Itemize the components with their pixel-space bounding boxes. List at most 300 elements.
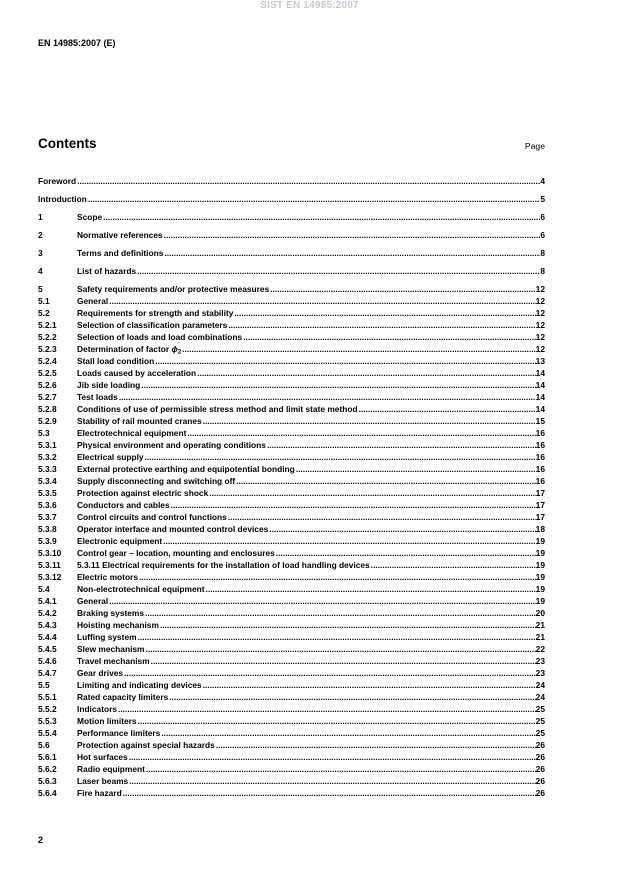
toc-entry[interactable] xyxy=(38,559,545,571)
toc-entry-page: 6 xyxy=(540,212,545,222)
toc-entry-page: 12 xyxy=(535,308,545,318)
toc-entry-number: 5.2.7 xyxy=(38,392,57,402)
dot-leader xyxy=(109,295,535,307)
toc-entry-number: 5.3.4 xyxy=(38,476,57,486)
toc-entry-page: 4 xyxy=(540,176,545,186)
dot-leader xyxy=(269,523,535,535)
toc-entry[interactable] xyxy=(38,631,545,643)
toc-entry-number: 5.5 xyxy=(38,680,50,690)
toc-entry-title-group xyxy=(77,595,108,607)
dot-leader xyxy=(164,247,540,259)
toc-entry[interactable] xyxy=(38,523,545,535)
toc-entry-title-group xyxy=(77,763,145,775)
toc-entry[interactable] xyxy=(38,691,545,703)
toc-entry-number: 2 xyxy=(38,230,43,240)
dot-leader xyxy=(141,379,535,391)
toc-entry[interactable] xyxy=(38,415,545,427)
toc-entry-title-group xyxy=(77,475,235,487)
dot-leader xyxy=(164,229,541,241)
toc-entry-title: Indicators xyxy=(77,704,118,714)
dot-leader xyxy=(138,715,536,727)
toc-entry-number: 5.3.10 xyxy=(38,548,62,558)
toc-entry[interactable] xyxy=(38,583,545,595)
toc-entry-page: 24 xyxy=(535,692,545,702)
toc-entry-title-group xyxy=(77,571,138,583)
toc-entry-title: Control circuits and control functions xyxy=(77,512,227,522)
toc-entry-title: Test loads xyxy=(77,392,118,402)
toc-entry[interactable] xyxy=(38,739,545,751)
toc-entry-page: 16 xyxy=(535,428,545,438)
dot-leader xyxy=(171,499,536,511)
toc-entry-title-group xyxy=(77,739,215,751)
toc-entry-page: 23 xyxy=(535,668,545,678)
toc-entry[interactable] xyxy=(38,331,545,343)
toc-entry-number: 5.5.2 xyxy=(38,704,57,714)
toc-entry-page: 19 xyxy=(535,560,545,570)
toc-entry-number: 5.4.7 xyxy=(38,668,57,678)
toc-entry[interactable] xyxy=(38,643,545,655)
dot-leader xyxy=(243,331,535,343)
toc-entry-number: 5.2.4 xyxy=(38,356,57,366)
dot-leader xyxy=(206,583,536,595)
toc-entry-number: 5.5.4 xyxy=(38,728,57,738)
toc-entry-number: 5.6.2 xyxy=(38,764,57,774)
toc-entry-title-group xyxy=(77,583,205,595)
toc-entry-title: Electronic equipment xyxy=(77,536,163,546)
toc-entry-title: Control gear – location, mounting and enclosures xyxy=(77,548,275,558)
dot-leader xyxy=(228,319,535,331)
toc-entry[interactable] xyxy=(38,619,545,631)
toc-entry-title-group xyxy=(77,511,227,523)
toc-entry-number: 5.5.1 xyxy=(38,692,57,702)
dot-leader xyxy=(163,535,536,547)
toc-entry-page: 25 xyxy=(535,704,545,714)
toc-entry-title: Safety requirements and/or protective measures xyxy=(77,284,270,294)
toc-entry[interactable] xyxy=(38,265,545,277)
toc-entry[interactable] xyxy=(38,655,545,667)
table-of-contents xyxy=(38,175,545,799)
toc-entry-title: 5.3.11 Electrical requirements for the installation of load handling devices xyxy=(77,560,370,570)
toc-entry[interactable] xyxy=(38,667,545,679)
toc-entry[interactable] xyxy=(38,403,545,415)
dot-leader xyxy=(145,451,536,463)
toc-entry-page: 14 xyxy=(535,368,545,378)
toc-entry-page: 19 xyxy=(535,584,545,594)
toc-entry-number: 5.3.5 xyxy=(38,488,57,498)
toc-entry-number: 5.2.9 xyxy=(38,416,57,426)
toc-entry[interactable] xyxy=(38,343,545,355)
dot-leader xyxy=(203,679,536,691)
dot-leader xyxy=(129,775,535,787)
toc-entry-number: 1 xyxy=(38,212,43,222)
toc-entry[interactable] xyxy=(38,283,545,295)
dot-leader xyxy=(145,607,536,619)
toc-entry-number: 5.4.4 xyxy=(38,632,57,642)
toc-entry-page: 21 xyxy=(535,620,545,630)
toc-entry-title: Limiting and indicating devices xyxy=(77,680,202,690)
toc-entry-page: 12 xyxy=(535,332,545,342)
toc-entry-page: 26 xyxy=(535,776,545,786)
toc-entry-title-group xyxy=(77,619,159,631)
document-identifier: EN 14985:2007 (E) xyxy=(38,38,116,48)
toc-entry-title-group xyxy=(77,499,170,511)
toc-entry-subscript: 2 xyxy=(177,349,182,356)
toc-entry-title-group xyxy=(77,343,181,355)
toc-entry-title-group xyxy=(77,319,227,331)
toc-entry-title: Electric motors xyxy=(77,572,138,582)
toc-entry-title-group xyxy=(77,355,154,367)
toc-entry-title: Travel mechanism xyxy=(77,656,150,666)
dot-leader xyxy=(371,559,536,571)
toc-entry-title: Motion limiters xyxy=(77,716,137,726)
toc-entry[interactable] xyxy=(38,379,545,391)
toc-entry[interactable] xyxy=(38,511,545,523)
toc-entry-title-group xyxy=(77,379,140,391)
toc-entry-page: 8 xyxy=(540,266,545,276)
dot-leader xyxy=(187,427,535,439)
toc-entry[interactable] xyxy=(38,571,545,583)
toc-entry-title-group xyxy=(77,463,295,475)
toc-entry-title-group xyxy=(77,787,122,799)
dot-leader xyxy=(234,307,535,319)
dot-leader xyxy=(124,667,536,679)
toc-entry-title: List of hazards xyxy=(77,266,137,276)
toc-entry-title-group xyxy=(77,631,137,643)
toc-entry-page: 17 xyxy=(535,512,545,522)
toc-entry-number: 5.3.1 xyxy=(38,440,57,450)
toc-entry-page: 16 xyxy=(535,440,545,450)
watermark: SIST EN 14985:2007 xyxy=(260,0,359,11)
toc-entry-number: 5.6.4 xyxy=(38,788,57,798)
toc-entry-title-group xyxy=(38,193,87,205)
toc-entry-page: 19 xyxy=(535,572,545,582)
toc-entry-title-group xyxy=(77,415,202,427)
toc-entry-number: 5.3.6 xyxy=(38,500,57,510)
toc-entry-title: Normative references xyxy=(77,230,163,240)
toc-entry-number: 5.4.3 xyxy=(38,620,57,630)
toc-entry-title-group xyxy=(77,523,268,535)
toc-entry-title-group xyxy=(77,715,137,727)
toc-entry-title-group xyxy=(77,775,128,787)
toc-entry-title: Selection of loads and load combinations xyxy=(77,332,243,342)
toc-entry-page: 19 xyxy=(535,536,545,546)
toc-entry-title: Physical environment and operating conditions xyxy=(77,440,266,450)
toc-entry-page: 19 xyxy=(535,548,545,558)
toc-entry-title-group xyxy=(77,283,269,295)
toc-entry[interactable] xyxy=(38,367,545,379)
toc-entry[interactable] xyxy=(38,607,545,619)
toc-entry-title: Performance limiters xyxy=(77,728,161,738)
toc-entry-title: Non-electrotechnical equipment xyxy=(77,584,205,594)
toc-entry-title: Loads caused by acceleration xyxy=(77,368,197,378)
dot-leader xyxy=(203,415,536,427)
toc-entry-page: 19 xyxy=(535,596,545,606)
dot-leader xyxy=(182,343,536,355)
toc-entry-number: 5.2.6 xyxy=(38,380,57,390)
toc-entry[interactable] xyxy=(38,775,545,787)
toc-entry-page: 21 xyxy=(535,632,545,642)
toc-entry-page: 26 xyxy=(535,752,545,762)
dot-leader xyxy=(276,547,536,559)
toc-entry-page: 24 xyxy=(535,680,545,690)
toc-entry-title-group xyxy=(77,265,136,277)
contents-heading: Contents xyxy=(38,136,97,151)
toc-entry[interactable] xyxy=(38,703,545,715)
dot-leader xyxy=(267,439,536,451)
toc-entry[interactable] xyxy=(38,175,545,187)
toc-entry-title-group xyxy=(77,427,186,439)
dot-leader xyxy=(139,571,536,583)
toc-entry[interactable] xyxy=(38,535,545,547)
toc-entry[interactable] xyxy=(38,211,545,223)
dot-leader xyxy=(137,265,540,277)
toc-entry-title-group xyxy=(77,487,208,499)
toc-entry-title: Introduction xyxy=(38,194,87,204)
toc-entry-title: Gear drives xyxy=(77,668,124,678)
dot-leader xyxy=(216,739,536,751)
toc-entry-page: 12 xyxy=(535,320,545,330)
toc-entry-page: 13 xyxy=(535,356,545,366)
toc-entry-title: General xyxy=(77,596,109,606)
toc-entry[interactable] xyxy=(38,427,545,439)
dot-leader xyxy=(155,355,535,367)
toc-entry-number: 5.1 xyxy=(38,296,50,306)
toc-entry-number: 5.3.9 xyxy=(38,536,57,546)
toc-entry-number: 5.2.8 xyxy=(38,404,57,414)
toc-entry-page: 16 xyxy=(535,452,545,462)
page-column-label: Page xyxy=(524,141,545,151)
toc-entry-number: 5 xyxy=(38,284,43,294)
toc-entry-title: Luffing system xyxy=(77,632,137,642)
toc-entry-number: 5.4 xyxy=(38,584,50,594)
toc-entry-page: 18 xyxy=(535,524,545,534)
toc-entry-number: 5.3 xyxy=(38,428,50,438)
toc-entry-title: External protective earthing and equipotential bonding xyxy=(77,464,295,474)
toc-entry-page: 14 xyxy=(535,380,545,390)
toc-entry[interactable] xyxy=(38,547,545,559)
toc-entry-title: General xyxy=(77,296,109,306)
toc-entry[interactable] xyxy=(38,787,545,799)
toc-entry-title: Electrotechnical equipment xyxy=(77,428,187,438)
toc-entry-number: 5.3.7 xyxy=(38,512,57,522)
toc-entry[interactable] xyxy=(38,319,545,331)
toc-entry-title-group xyxy=(38,175,76,187)
toc-entry-title: Rated capacity limiters xyxy=(77,692,169,702)
toc-entry-title: Determination of factor xyxy=(77,344,170,354)
toc-entry-title-group xyxy=(77,391,118,403)
toc-entry[interactable] xyxy=(38,751,545,763)
toc-entry-page: 8 xyxy=(540,248,545,258)
toc-entry-title-group xyxy=(77,229,163,241)
toc-entry[interactable] xyxy=(38,229,545,241)
toc-entry-title-group xyxy=(77,679,202,691)
toc-entry-title-group xyxy=(77,331,242,343)
toc-entry-title-group xyxy=(77,535,162,547)
toc-entry[interactable] xyxy=(38,763,545,775)
toc-entry-number: 5.2.1 xyxy=(38,320,57,330)
toc-entry-title-group xyxy=(77,307,233,319)
dot-leader xyxy=(270,283,535,295)
dot-leader xyxy=(296,463,536,475)
toc-entry-title-group xyxy=(77,559,370,571)
toc-entry-title: Braking systems xyxy=(77,608,145,618)
toc-entry-number: 5.4.6 xyxy=(38,656,57,666)
toc-entry-number: 5.3.11 xyxy=(38,560,61,570)
toc-entry-title: Operator interface and mounted control devices xyxy=(77,524,269,534)
toc-entry-title-group xyxy=(77,295,108,307)
dot-leader xyxy=(77,175,540,187)
toc-entry[interactable] xyxy=(38,295,545,307)
toc-entry-page: 15 xyxy=(535,416,545,426)
toc-entry-title-group xyxy=(77,691,168,703)
dot-leader xyxy=(146,763,536,775)
footer-page-number: 2 xyxy=(38,835,44,845)
dot-leader xyxy=(138,631,536,643)
toc-entry-number: 5.4.5 xyxy=(38,644,57,654)
toc-entry-page: 12 xyxy=(535,284,545,294)
toc-entry-page: 6 xyxy=(540,230,545,240)
toc-entry[interactable] xyxy=(38,307,545,319)
toc-entry-title: Protection against special hazards xyxy=(77,740,215,750)
toc-entry-title-group xyxy=(77,547,275,559)
dot-leader xyxy=(118,703,536,715)
toc-entry-page: 5 xyxy=(540,194,545,204)
toc-entry-page: 16 xyxy=(535,476,545,486)
toc-entry[interactable] xyxy=(38,193,545,205)
dot-leader xyxy=(359,403,536,415)
toc-entry-number: 5.2.5 xyxy=(38,368,57,378)
toc-entry-title: Selection of classification parameters xyxy=(77,320,228,330)
dot-leader xyxy=(209,487,535,499)
toc-entry-page: 14 xyxy=(535,392,545,402)
toc-entry[interactable] xyxy=(38,715,545,727)
toc-entry-page: 17 xyxy=(535,500,545,510)
toc-entry-title-group xyxy=(77,667,123,679)
toc-entry[interactable] xyxy=(38,679,545,691)
toc-entry-page: 26 xyxy=(535,764,545,774)
dot-leader xyxy=(236,475,535,487)
toc-entry-page: 25 xyxy=(535,716,545,726)
toc-entry-title: Conductors and cables xyxy=(77,500,170,510)
toc-entry-number: 5.5.3 xyxy=(38,716,57,726)
dot-leader xyxy=(103,211,540,223)
toc-entry[interactable] xyxy=(38,499,545,511)
toc-entry-title: Protection against electric shock xyxy=(77,488,209,498)
toc-entry-page: 23 xyxy=(535,656,545,666)
toc-entry-page: 16 xyxy=(535,464,545,474)
toc-entry-title-group xyxy=(77,247,163,259)
toc-entry-title: Scope xyxy=(77,212,103,222)
dot-leader xyxy=(151,655,536,667)
toc-entry-title: Terms and definitions xyxy=(77,248,164,258)
toc-entry-title: Supply disconnecting and switching off xyxy=(77,476,236,486)
dot-leader xyxy=(119,391,536,403)
toc-entry[interactable] xyxy=(38,727,545,739)
toc-entry[interactable] xyxy=(38,595,545,607)
dot-leader xyxy=(197,367,536,379)
toc-entry-title: Radio equipment xyxy=(77,764,145,774)
toc-entry-number: 5.3.2 xyxy=(38,452,57,462)
toc-entry-title-group xyxy=(77,703,117,715)
toc-entry[interactable] xyxy=(38,487,545,499)
toc-entry-symbol: ϕ xyxy=(171,344,178,354)
toc-entry-title-group xyxy=(77,451,144,463)
toc-entry-title-group xyxy=(77,607,144,619)
toc-entry-page: 26 xyxy=(535,740,545,750)
toc-entry-title-group xyxy=(77,439,266,451)
dot-leader xyxy=(228,511,536,523)
toc-entry-number: 4 xyxy=(38,266,43,276)
toc-entry-number: 5.3.12 xyxy=(38,572,62,582)
dot-leader xyxy=(161,727,535,739)
dot-leader xyxy=(129,751,536,763)
toc-entry-title: Stall load condition xyxy=(77,356,155,366)
toc-entry-number: 5.2 xyxy=(38,308,50,318)
toc-entry-title: Fire hazard xyxy=(77,788,122,798)
toc-entry-number: 5.6.3 xyxy=(38,776,57,786)
toc-entry-title: Requirements for strength and stability xyxy=(77,308,234,318)
toc-entry-page: 12 xyxy=(535,296,545,306)
toc-entry-title-group xyxy=(77,655,150,667)
toc-entry-title: Stability of rail mounted cranes xyxy=(77,416,202,426)
toc-entry-title-group xyxy=(77,211,102,223)
dot-leader xyxy=(109,595,535,607)
toc-entry-title: Electrical supply xyxy=(77,452,144,462)
toc-entry-title: Hoisting mechanism xyxy=(77,620,159,630)
toc-entry-page: 12 xyxy=(535,344,545,354)
toc-entry-number: 5.6.1 xyxy=(38,752,57,762)
toc-entry[interactable] xyxy=(38,463,545,475)
toc-entry[interactable] xyxy=(38,391,545,403)
toc-entry-page: 26 xyxy=(535,788,545,798)
dot-leader xyxy=(123,787,536,799)
toc-entry-number: 5.4.1 xyxy=(38,596,57,606)
toc-entry-title-group xyxy=(77,367,196,379)
toc-entry-number: 5.3.8 xyxy=(38,524,57,534)
toc-entry-page: 20 xyxy=(535,608,545,618)
toc-entry-title-group xyxy=(77,727,160,739)
toc-entry-number: 3 xyxy=(38,248,43,258)
toc-entry-title: Hot surfaces xyxy=(77,752,128,762)
toc-entry-number: 5.2.2 xyxy=(38,332,57,342)
toc-entry-number: 5.4.2 xyxy=(38,608,57,618)
toc-entry-page: 25 xyxy=(535,728,545,738)
toc-entry[interactable] xyxy=(38,439,545,451)
toc-entry-title: Jib side loading xyxy=(77,380,141,390)
toc-entry-number: 5.2.3 xyxy=(38,344,57,354)
toc-entry-title-group xyxy=(77,403,358,415)
toc-entry[interactable] xyxy=(38,475,545,487)
toc-entry-number: 5.3.3 xyxy=(38,464,57,474)
dot-leader xyxy=(169,691,535,703)
toc-entry-title: Conditions of use of permissible stress method and limit state method xyxy=(77,404,358,414)
toc-entry-number: 5.6 xyxy=(38,740,50,750)
toc-entry-page: 22 xyxy=(535,644,545,654)
toc-entry-title: Slew mechanism xyxy=(77,644,145,654)
toc-entry[interactable] xyxy=(38,247,545,259)
toc-entry[interactable] xyxy=(38,451,545,463)
toc-entry-title-group xyxy=(77,751,128,763)
toc-entry-title-group xyxy=(77,643,145,655)
toc-entry-title: Foreword xyxy=(38,176,77,186)
dot-leader xyxy=(146,643,536,655)
toc-entry-page: 17 xyxy=(535,488,545,498)
dot-leader xyxy=(88,193,540,205)
toc-entry-title: Laser beams xyxy=(77,776,129,786)
toc-entry[interactable] xyxy=(38,355,545,367)
dot-leader xyxy=(160,619,536,631)
toc-entry-page: 14 xyxy=(535,404,545,414)
